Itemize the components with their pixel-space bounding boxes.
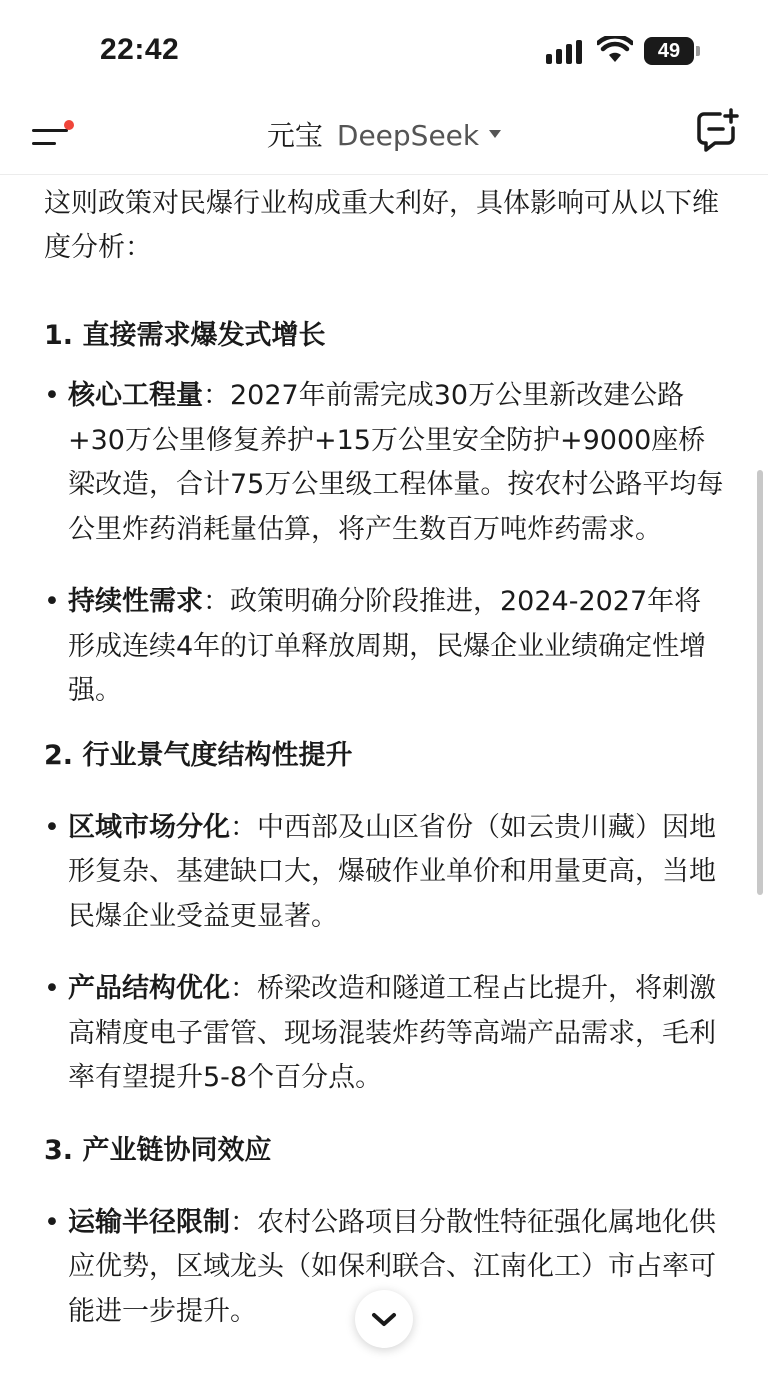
bullet-title: 持续性需求 — [68, 586, 203, 617]
list-item — [44, 806, 724, 940]
bullet-text: ：农村公路项目分散性特征强化属地化供应优势，区域龙头（如保利联合、江南化工）市占率可能进一步提升。 — [68, 1206, 716, 1327]
bullet-point: • — [44, 380, 60, 411]
app-name: 元宝 — [266, 119, 323, 152]
battery-indicator: 49 — [644, 37, 694, 65]
signal-icon — [545, 40, 585, 64]
bullet-list — [44, 806, 724, 1101]
bullet-point: • — [44, 1206, 60, 1238]
new-chat-icon[interactable] — [694, 108, 740, 154]
bullet-title: 核心工程量 — [68, 380, 203, 411]
model-name: DeepSeek — [336, 119, 480, 152]
bullet-point: • — [44, 973, 60, 1004]
bullet-title: 运输半径限制 — [68, 1206, 230, 1238]
status-time: 22:42 — [100, 33, 180, 66]
list-item — [44, 580, 724, 714]
bullet-text: ：政策明确分阶段推进，2024-2027年将形成连续4年的订单释放周期，民爆企业业绩确定性增强。 — [68, 586, 707, 706]
scroll-to-bottom-button[interactable] — [355, 1290, 413, 1348]
bullet-list — [44, 374, 724, 714]
section-heading: 2. 行业景气度结构性提升 — [44, 739, 353, 771]
wifi-icon — [597, 36, 633, 64]
status-bar — [0, 0, 768, 96]
bullet-text: ：中西部及山区省份（如云贵川藏）因地形复杂、基建缺口大，爆破作业单价和用量更高，当地民爆企业受益更显著。 — [68, 811, 716, 932]
list-item — [44, 967, 724, 1101]
battery-cap — [696, 46, 700, 56]
bullet-title: 产品结构优化 — [68, 973, 230, 1004]
scrollbar[interactable] — [757, 470, 763, 895]
caret-down-icon — [489, 130, 501, 138]
chevron-down-icon — [355, 1290, 413, 1348]
list-item — [44, 374, 724, 552]
bullet-point: • — [44, 811, 60, 843]
message-intro: 这则政策对民爆行业构成重大利好，具体影响可从以下维度分析： — [44, 188, 719, 263]
bullet-point: • — [44, 586, 60, 617]
bullet-text: ：2027年前需完成30万公里新改建公路+30万公里修复养护+15万公里安全防护+9000座桥梁改造，合计75万公里级工程体量。按农村公路平均每公里炸药消耗量估算，将产生数百万吨炸药需求。 — [68, 380, 724, 545]
model-selector[interactable] — [0, 114, 768, 154]
bullet-text: ：桥梁改造和隧道工程占比提升，将刺激高精度电子雷管、现场混装炸药等高端产品需求，毛利率有望提升5-8个百分点。 — [68, 973, 716, 1093]
section-heading: 1. 直接需求爆发式增长 — [44, 320, 326, 351]
section-heading: 3. 产业链协同效应 — [44, 1134, 272, 1166]
chat-header — [0, 96, 768, 175]
assistant-message — [44, 182, 724, 1334]
bullet-title: 区域市场分化 — [68, 811, 230, 843]
